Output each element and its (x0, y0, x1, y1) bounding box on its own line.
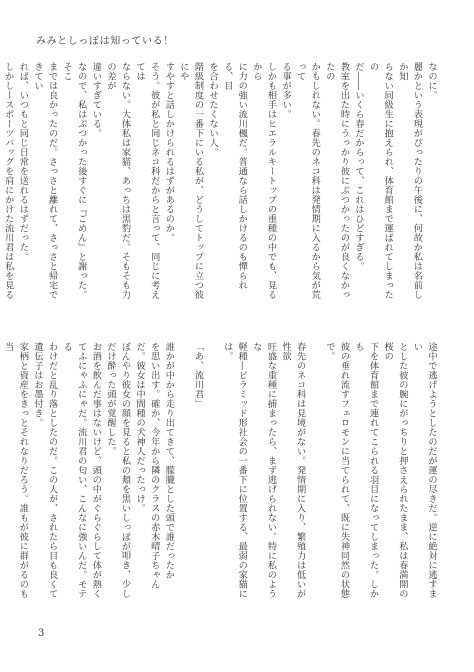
text-line: だ。彼女は中間種の犬神人だったっけ。 (134, 342, 146, 513)
page-number: 3 (38, 628, 45, 639)
text-line: 途中で逃げようとしたのだが運の尽きだ。逆に絶対に逃すまい (411, 342, 437, 599)
text-line: そう。彼が私と同じネコ科だからと言って、同じに考えては (134, 62, 160, 300)
text-line: しかしースポーツバッグを肩にかけた流川君は私を見る (2, 62, 14, 300)
text-line: れば、いつもと同じ日常を送れるはずだった。 (17, 62, 29, 262)
text-line: なのに。 (426, 62, 437, 100)
text-line: わけだと乱り落としたのだ。この人が、されたら目も良くて遺伝子はお墨付き。 (31, 342, 58, 599)
text-line: てふにゃふにゃだ。流川君の匂い、こんなに強いんだ。モテる (61, 342, 87, 599)
text-line: 彼の垂れ流すフェロモンに当てられて、既に失神同然の状態で。 (323, 342, 350, 599)
text-line: までは良かったのだ。さっさと離れて、さっさと帰宅できてい (31, 62, 58, 300)
text-line: 旺盛な重種に捕まったら、まず逃げられない。特に私のような (250, 342, 277, 599)
text-line: は。 (221, 342, 233, 361)
text-line: 家柄と資産をきっとそれなりだろう。誰もが彼に群がるのも当 (2, 342, 29, 599)
text-line: 下を体育館まで連れてこられる羽目になってしまった。しかも (353, 342, 379, 599)
text-line: 春先のネコ科は見境がない。発情期に入り、繁殖力は低いが性欲 (280, 342, 306, 599)
text-line: 教室を出た時にうっかり彼にぶつかったのが良くなかったの (323, 62, 350, 300)
running-header: みみとしっぽは知っている！ (36, 36, 174, 47)
text-line: かもしれない。春先のネコ科は発情期に入るから気が荒って (294, 62, 321, 300)
text-line: しかも相手はヒエラルキートップの重種の中でも、見るから (250, 62, 277, 300)
text-line: とした彼の腕にがっちりと押さえられたまま、私は春満開の桜の (382, 342, 408, 599)
text-line (307, 342, 322, 604)
text-line: 階級制度の一番下にいる私が、どうしてトップに立つ彼にや (177, 62, 204, 300)
text-line: なので、私はぶつかった後すぐに『ごめん』と謝った。そこ (61, 62, 87, 300)
text-line: 軽種―ピラミッド形社会の一番下に位置する、最弱の家猫に (236, 342, 248, 599)
text-line: 違いすぎている。 (90, 62, 102, 138)
text-line: すやすと話しかけられるはずがあるのか。 (163, 62, 175, 243)
upper-text-block (2, 62, 438, 300)
text-line: ならない。大体私は家猫、あっちは黒豹だ。そもそも力の差が (104, 62, 131, 300)
text-line: 「あ、流川君」 (192, 342, 204, 409)
text-line: ぼんやり彼女の顔を見ると私の頬を黒いしっぽが叩き、少し (119, 342, 131, 599)
text-line: お酒を飲んだ事はないけど、頭の中がぐらぐらして体が熱く (90, 342, 102, 599)
text-line: を思い出す。確か、今年から隣のクラスの赤木晴子ちゃん (148, 342, 160, 589)
text-line: を合わせたくない人。 (207, 62, 219, 157)
text-line (175, 342, 190, 604)
text-line: らない同級生に抱えられ、体育館まで運ばれてしまったの (367, 62, 394, 300)
text-line: る事が多い。 (280, 62, 292, 119)
text-line (205, 342, 220, 604)
lower-text-block (2, 342, 438, 604)
text-line: だけ酔った頭が覚醒した。 (104, 342, 116, 456)
text-line: だ――いくら春だからって、これはひどすぎる。 (353, 62, 365, 271)
text-line: 麗かという表現がぴったりの午後に、何故か私は名前しか知 (396, 62, 423, 300)
text-line: に力の強い流川楓だ。普通なら話しかけるのも憚られる、目 (221, 62, 248, 290)
text-line: 誰かが中から走り出てきて、朦朧とした頭で誰だったか (163, 342, 175, 580)
